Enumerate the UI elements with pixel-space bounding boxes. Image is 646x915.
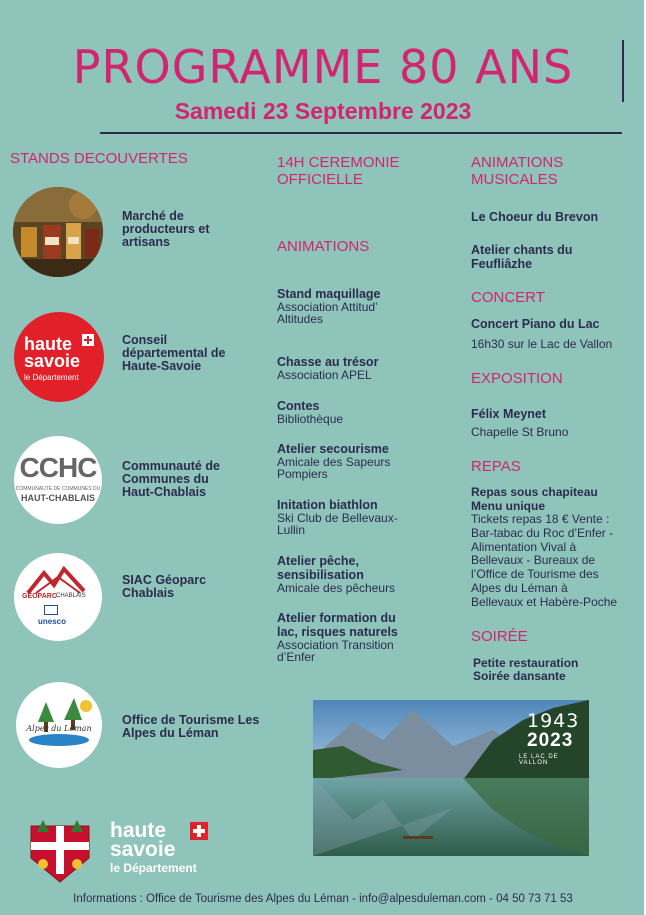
animation-item xyxy=(277,442,457,480)
stand-label-cchc: Communauté de Communes du Haut-Chablais xyxy=(122,459,220,499)
concert-title: Concert Piano du Lac xyxy=(471,317,600,331)
stand-label-departement: Conseil départemental de Haute-Savoie xyxy=(122,333,226,373)
animation-sub: Association APEL xyxy=(277,368,372,382)
animation-sub: Amicale des pêcheurs xyxy=(277,581,396,595)
haute-savoie-bottom-logo xyxy=(110,819,220,888)
animation-title: Atelier formation du lac, risques naturels xyxy=(277,611,398,639)
concert-heading: CONCERT xyxy=(471,289,545,306)
savoie-cross-icon xyxy=(190,822,208,840)
haute-savoie-logo-text-1: haute xyxy=(24,334,73,354)
stand-label-office-tourisme: Office de Tourisme Les Alpes du Léman xyxy=(122,713,260,740)
geoparc-logo-subtext: CHABLAIS xyxy=(56,593,86,599)
alpes-logo-text: Alpes du Léman xyxy=(26,724,92,733)
cchc-logo-subtext: COMMUNAUTÉ DE COMMUNES DU xyxy=(15,486,101,492)
animation-sub: Association Attitud’ Altitudes xyxy=(277,300,378,326)
repas-title: Repas sous chapiteau Menu unique xyxy=(471,485,598,513)
animation-item xyxy=(277,287,457,325)
coat-of-arms-icon xyxy=(27,818,93,886)
animation-item xyxy=(277,355,457,381)
soiree-heading: SOIRÉE xyxy=(471,628,528,645)
stands-heading: STANDS DECOUVERTES xyxy=(10,150,188,167)
photo-year-old: 1943 xyxy=(527,710,580,732)
page-title: PROGRAMME 80 ANS xyxy=(72,40,574,94)
animations-heading: ANIMATIONS xyxy=(277,238,370,255)
soiree-line-1: Petite restauration xyxy=(473,656,579,670)
ceremony-heading: 14H CEREMONIE OFFICIELLE xyxy=(277,154,400,188)
bottom-logo-line-1: haute xyxy=(110,819,167,842)
musical-heading: ANIMATIONS MUSICALES xyxy=(471,154,564,188)
cchc-logo-text: CCHC xyxy=(19,452,97,483)
musical-item: Le Choeur du Brevon xyxy=(471,210,599,224)
stand-label-geoparc: SIAC Géoparc Chablais xyxy=(122,573,207,600)
unesco-temple-icon xyxy=(44,605,58,615)
animation-item xyxy=(277,611,457,663)
cchc-logo xyxy=(14,436,102,524)
repas-sub: Tickets repas 18 € Vente : Bar-tabac du Roc d’Enfer - Alimentation Vival à Bellevaux - Bureaux de l’Office de Tourisme des Alpes du Léman à Bellevaux et Habère-Poche xyxy=(471,512,618,609)
animation-sub: Bibliothèque xyxy=(277,412,344,426)
bottom-logo-line-2: savoie xyxy=(110,838,176,861)
animation-title: Atelier secourisme xyxy=(277,442,389,456)
alpes-du-leman-logo xyxy=(16,682,102,768)
animation-sub: Amicale des Sapeurs Pompiers xyxy=(277,455,391,481)
repas-heading: REPAS xyxy=(471,458,521,475)
cchc-logo-name: HAUT-CHABLAIS xyxy=(21,493,95,503)
animation-item xyxy=(277,399,457,425)
animation-title: Stand maquillage xyxy=(277,287,381,301)
footer-info: Informations : Office de Tourisme des Alpes du Léman - info@alpesduleman.com - 04 50 73 71 53 xyxy=(73,893,573,905)
photo-year-new: 2023 xyxy=(527,730,574,751)
animation-title: Contes xyxy=(277,399,320,413)
animation-title: Chasse au trésor xyxy=(277,355,379,369)
haute-savoie-logo-text-3: le Département xyxy=(24,373,79,382)
savoie-cross-icon xyxy=(82,334,94,346)
animation-sub: Association Transition d’Enfer xyxy=(277,638,394,664)
geoparc-logo xyxy=(14,553,102,641)
exposition-heading: EXPOSITION xyxy=(471,370,563,387)
concert-sub: 16h30 sur le Lac de Vallon xyxy=(471,337,613,351)
bottom-logo-line-3: le Département xyxy=(110,861,197,875)
animation-title: Initation biathlon xyxy=(277,498,378,512)
soiree-line-2: Soirée dansante xyxy=(473,669,566,683)
haute-savoie-logo xyxy=(14,312,104,402)
market-jars-image xyxy=(13,187,103,277)
animation-item xyxy=(277,554,457,594)
geoparc-logo-text: GÉOPARC xyxy=(22,593,57,600)
exposition-sub: Chapelle St Bruno xyxy=(471,425,569,439)
market-photo xyxy=(13,187,103,277)
animation-item xyxy=(277,498,457,536)
haute-savoie-logo-text-2: savoie xyxy=(24,351,81,371)
lac-de-vallon-photo xyxy=(313,700,589,856)
unesco-logo-text: unesco xyxy=(38,617,67,626)
animation-title: Atelier pêche, sensibilisation xyxy=(277,554,364,582)
header-vertical-rule xyxy=(622,40,624,102)
header-divider xyxy=(100,132,622,134)
photo-caption: LE LAC DE VALLON xyxy=(519,754,559,766)
exposition-title: Félix Meynet xyxy=(471,407,547,421)
stand-label-market: Marché de producteurs et artisans xyxy=(122,209,210,249)
musical-item: Atelier chants du Feufliâzhe xyxy=(471,243,573,271)
event-date: Samedi 23 Septembre 2023 xyxy=(174,98,472,124)
animation-sub: Ski Club de Bellevaux-Lullin xyxy=(277,511,398,537)
